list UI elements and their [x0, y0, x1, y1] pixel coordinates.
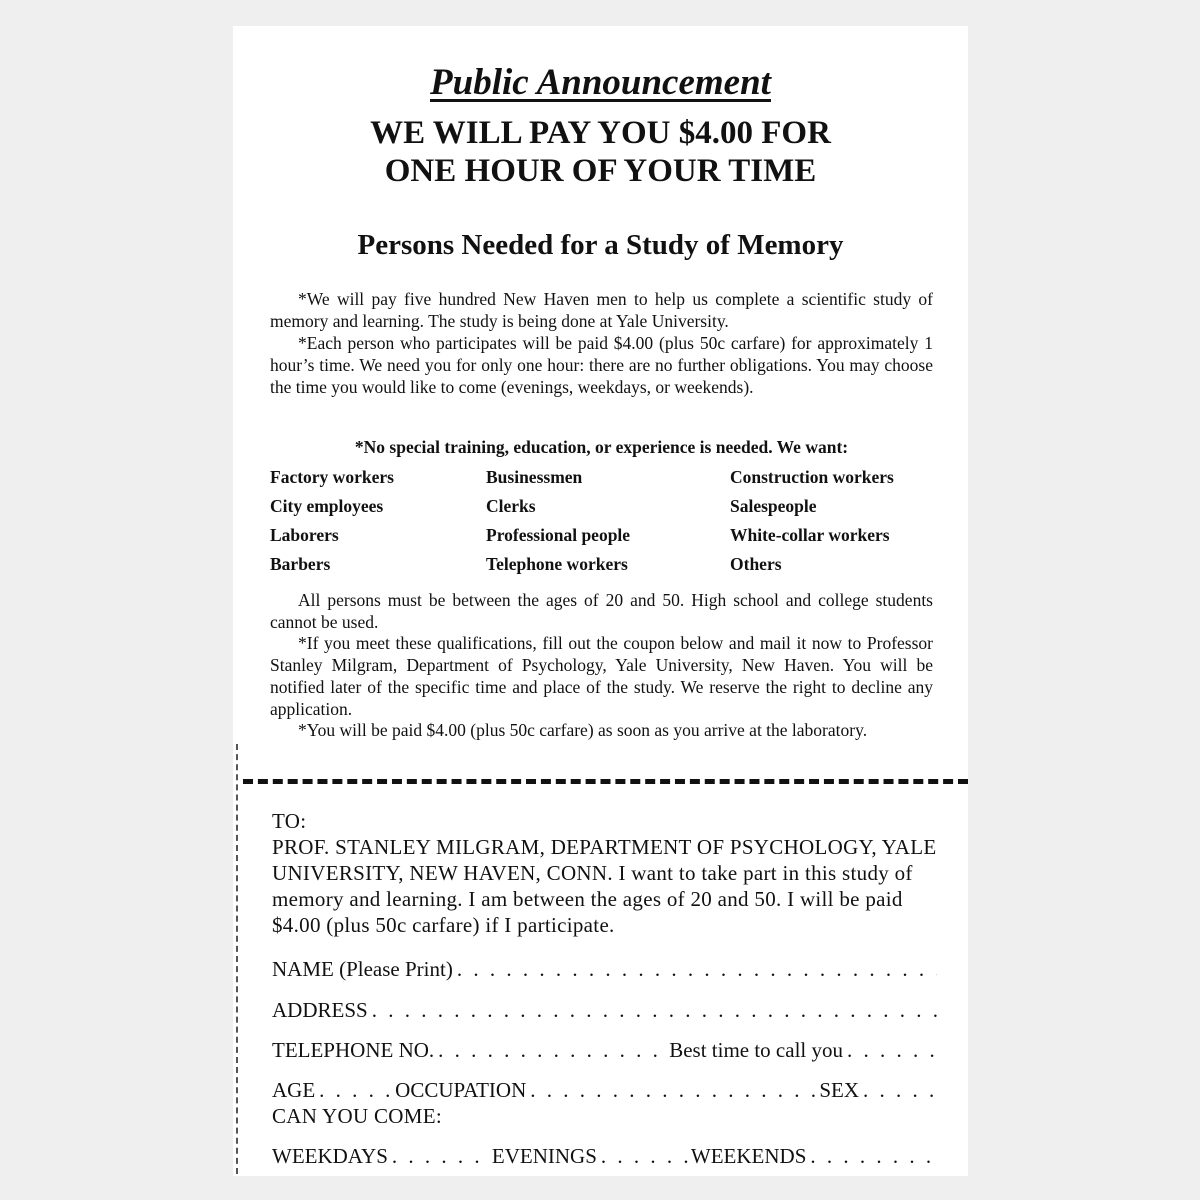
occupation-item: Clerks: [486, 496, 536, 516]
occupation-item: Laborers: [270, 525, 339, 545]
evenings-fill-line[interactable]: [597, 1143, 691, 1169]
occupations-list: [270, 466, 933, 582]
paragraph-arrival-payment: *You will be paid $4.00 (plus 50c carfare) as soon as you arrive at the laboratory.: [298, 720, 868, 740]
announcement-sheet: [233, 26, 968, 1176]
name-label: NAME (Please Print): [272, 957, 453, 981]
weekends-label: WEEKENDS: [690, 1144, 807, 1168]
occupation-item: City employees: [270, 496, 384, 516]
headline-line-1: WE WILL PAY YOU $4.00 FOR: [370, 115, 831, 151]
best-time-fill-line[interactable]: [843, 1037, 937, 1063]
telephone-label: TELEPHONE NO.: [272, 1038, 435, 1062]
sex-fill-line[interactable]: [859, 1077, 937, 1103]
age-occupation-sex-row: [272, 1077, 937, 1103]
telephone-fill-line[interactable]: [434, 1037, 669, 1063]
availability-row: [272, 1143, 937, 1169]
occupation-item: Salespeople: [730, 496, 817, 516]
age-label: AGE: [272, 1078, 316, 1102]
weekends-fill-line[interactable]: [806, 1143, 937, 1169]
paragraph-mail-coupon: *If you meet these qualifications, fill out the coupon below and mail it now to Professor Stanley Milgram, Department of Psychology, Yale University, New Haven. You will be notified later of the specific time and place of the study. We reserve the right to decline any application.: [270, 633, 933, 719]
telephone-row: [272, 1037, 937, 1063]
coupon-body: PROF. STANLEY MILGRAM, DEPARTMENT OF PSYCHOLOGY, YALE UNIVERSITY, NEW HAVEN, CONN. I want to take part in this study of memory and learning. I am between the ages of 20 and 50. I will be paid $4.00 (plus 50c carfare) if I participate.: [272, 835, 937, 937]
occupation-item: Telephone workers: [486, 554, 628, 574]
occupation-item: Others: [730, 554, 782, 574]
weekdays-label: WEEKDAYS: [272, 1144, 388, 1168]
can-you-come-label: CAN YOU COME:: [272, 1104, 442, 1128]
evenings-label: EVENINGS: [491, 1144, 597, 1168]
name-fill-line[interactable]: [453, 956, 937, 982]
requirements-line: *No special training, education, or experience is needed. We want:: [354, 437, 849, 457]
sex-label: SEX: [819, 1078, 859, 1102]
occupation-item: White-collar workers: [730, 525, 890, 545]
occupation-item: Professional people: [486, 525, 631, 545]
paragraph-age-requirement: All persons must be between the ages of 20 and 50. High school and college students cannot be used.: [270, 590, 933, 632]
announcement-title: Public Announcement: [430, 62, 771, 103]
occupation-item: Construction workers: [730, 467, 894, 487]
name-field[interactable]: [272, 956, 937, 982]
occupation-item: Factory workers: [270, 467, 394, 487]
address-fill-line[interactable]: [368, 997, 937, 1023]
occupation-item: Barbers: [270, 554, 331, 574]
coupon-to-label: TO:: [272, 809, 307, 833]
address-field[interactable]: [272, 997, 937, 1023]
age-fill-line[interactable]: [315, 1077, 395, 1103]
occupation-label: OCCUPATION: [395, 1078, 527, 1102]
cut-line: [243, 779, 968, 784]
occupation-item: Businessmen: [486, 467, 583, 487]
occupation-fill-line[interactable]: [526, 1077, 819, 1103]
best-time-label: Best time to call you: [669, 1038, 843, 1062]
paragraph-payment: *We will pay five hundred New Haven men to help us complete a scientific study of memory and learning. The study is being done at Yale University.: [270, 289, 933, 331]
subheading: Persons Needed for a Study of Memory: [357, 229, 844, 261]
headline-line-2: ONE HOUR OF YOUR TIME: [384, 153, 817, 189]
headline: [233, 114, 968, 190]
cut-line-side: [236, 744, 238, 1174]
weekdays-fill-line[interactable]: [388, 1143, 492, 1169]
address-label: ADDRESS: [272, 998, 368, 1022]
paragraph-time: *Each person who participates will be paid $4.00 (plus 50c carfare) for approximately 1 hour’s time. We need you for only one hour: there are no further obligations. You may choose the time you would like to come (evenings, weekdays, or weekends).: [270, 333, 933, 397]
